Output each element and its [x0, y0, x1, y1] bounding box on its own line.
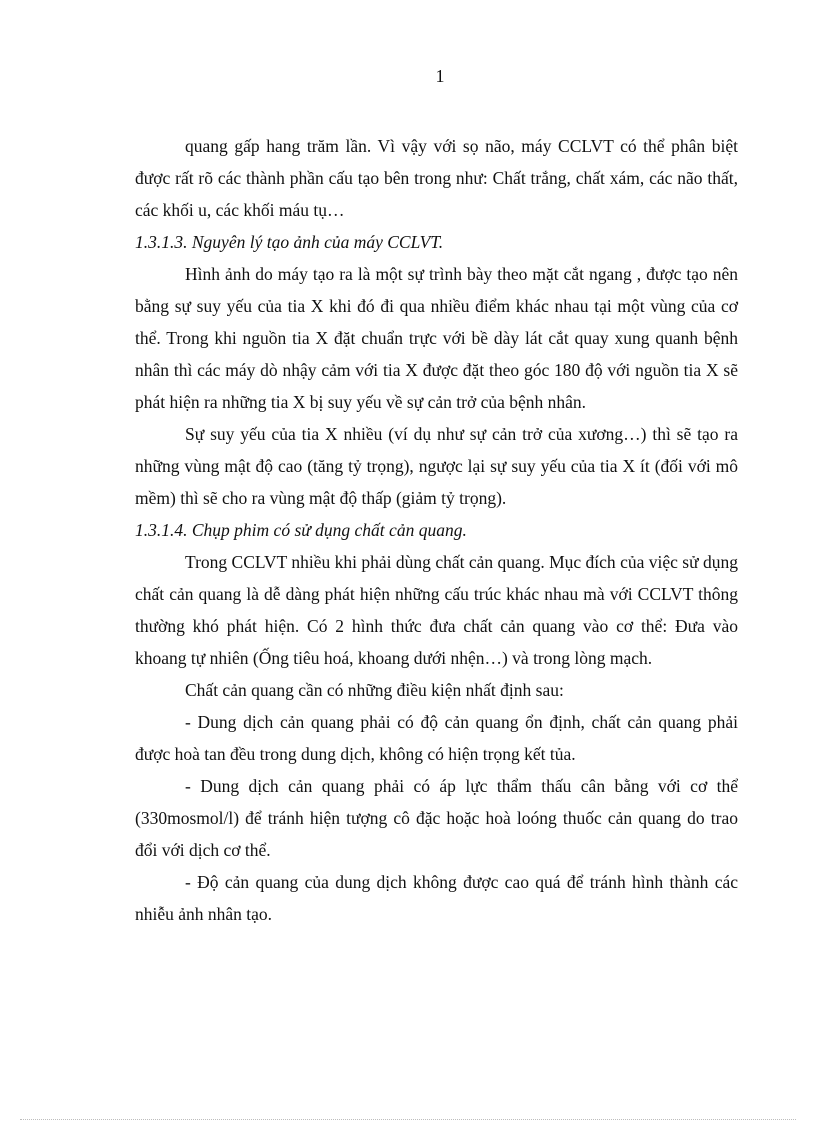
document-body [135, 130, 738, 930]
paragraph: quang gấp hang trăm lần. Vì vậy với sọ não, máy CCLVT có thể phân biệt được rất rõ các thành phần cấu tạo bên trong như: Chất trắng, chất xám, các não thất, các khối u, các khối máu tụ… [135, 136, 738, 220]
paragraph: Sự suy yếu của tia X nhiều (ví dụ như sự cản trở của xương…) thì sẽ tạo ra những vùng mật độ cao (tăng tỷ trọng), ngược lại sự suy yếu của tia X ít (đối với mô mềm) thì sẽ cho ra vùng mật độ thấp (giảm tỷ trọng). [135, 424, 738, 508]
section-heading: 1.3.1.3. Nguyên lý tạo ảnh của máy CCLVT. [135, 232, 444, 252]
section-heading: 1.3.1.4. Chụp phim có sử dụng chất cản quang. [135, 520, 467, 540]
paragraph: Chất cản quang cần có những điều kiện nhất định sau: [185, 680, 564, 700]
paragraph: Hình ảnh do máy tạo ra là một sự trình bày theo mặt cắt ngang , được tạo nên bằng sự suy yếu của tia X khi đó đi qua nhiều điểm khác nhau tại một vùng của cơ thể. Trong khi nguồn tia X đặt chuẩn trực với bề dày lát cắt quay xung quanh bệnh nhân thì các máy dò nhậy cảm với tia X được đặt theo góc 180 độ với nguồn tia X sẽ phát hiện ra những tia X bị suy yếu về sự cản trở của bệnh nhân. [135, 264, 738, 412]
page-bottom-divider [20, 1119, 796, 1120]
list-item: - Dung dịch cản quang phải có độ cản quang ổn định, chất cản quang phải được hoà tan đều trong dung dịch, không có hiện trọng kết tủa. [135, 712, 738, 764]
paragraph: Trong CCLVT nhiều khi phải dùng chất cản quang. Mục đích của việc sử dụng chất cản quang là dễ dàng phát hiện những cấu trúc khác nhau mà với CCLVT thông thường khó phát hiện. Có 2 hình thức đưa chất cản quang vào cơ thể: Đưa vào khoang tự nhiên (Ống tiêu hoá, khoang dưới nhện…) và trong lòng mạch. [135, 552, 738, 668]
list-item: - Dung dịch cản quang phải có áp lực thẩm thấu cân bằng với cơ thể (330mosmol/l) để tránh hiện tượng cô đặc hoặc hoà loóng thuốc cản quang do trao đổi với dịch cơ thể. [135, 776, 738, 860]
page-number: 1 [435, 66, 445, 86]
list-item: - Độ cản quang của dung dịch không được cao quá để tránh hình thành các nhiễu ảnh nhân tạo. [135, 872, 738, 924]
